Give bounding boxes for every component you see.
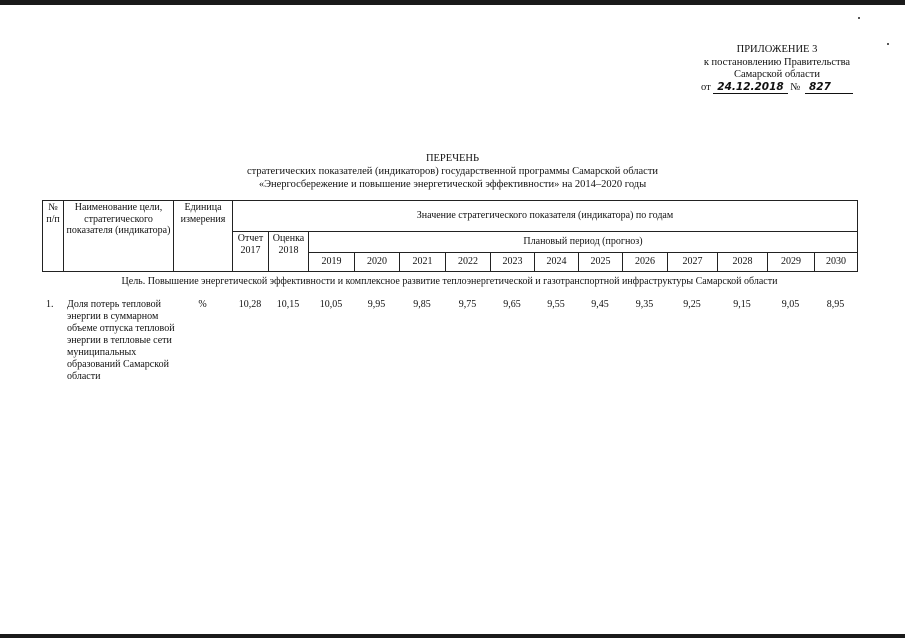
title-subtitle: стратегических показателей (индикаторов) государственной программы Самарской области xyxy=(246,166,659,177)
number-prefix: № xyxy=(790,81,801,93)
row-plan-value: 8,95 xyxy=(826,299,845,310)
row-estimate-2018: 10,15 xyxy=(276,299,300,310)
scan-speck xyxy=(887,43,889,45)
appendix-line-resolution: к постановлению Правительства xyxy=(703,56,851,68)
row-plan-value: 9,55 xyxy=(547,299,565,310)
row-plan-value: 9,05 xyxy=(781,299,800,310)
year-cell: 2026 xyxy=(623,253,668,272)
year-cell: 2023 xyxy=(491,253,535,272)
header-unit: Единица измерения xyxy=(174,201,233,272)
header-estimate-2018: Оценка 2018 xyxy=(269,232,309,272)
row-plan-value: 9,35 xyxy=(635,299,654,310)
appendix-title: ПРИЛОЖЕНИЕ 3 xyxy=(736,44,818,55)
row-unit: % xyxy=(198,299,207,310)
appendix-date-line xyxy=(701,82,853,95)
year-cell: 2021 xyxy=(400,253,446,272)
row-plan-value: 9,25 xyxy=(683,299,701,310)
header-name: Наименование цели, стратегического показателя (индикатора) xyxy=(64,201,174,272)
row-plan-value: 9,65 xyxy=(503,299,521,310)
goal-text: Цель. Повышение энергетической эффективности и комплексное развитие теплоэнергетической и газотранспортной инфраструктуры Самарской области xyxy=(121,276,778,287)
title-heading: ПЕРЕЧЕНЬ xyxy=(425,153,480,164)
indicators-table-header xyxy=(42,200,858,272)
row-report-2017: 10,28 xyxy=(238,299,262,310)
document-title xyxy=(0,152,905,191)
handwritten-date: 24.12.2018 xyxy=(713,82,787,94)
top-border xyxy=(0,0,905,5)
header-plan-period: Плановый период (прогноз) xyxy=(309,232,858,253)
row-indicator-name: Доля потерь тепловой энергии в суммарном объеме отпуска тепловой энергии в тепловые сети муниципальных образований Самарской области xyxy=(67,299,175,382)
year-cell: 2019 xyxy=(309,253,355,272)
year-cell: 2030 xyxy=(815,253,858,272)
year-cell: 2020 xyxy=(355,253,400,272)
row-number: 1. xyxy=(46,299,54,310)
row-plan-value: 9,45 xyxy=(591,299,609,310)
row-plan-value: 9,75 xyxy=(458,299,477,310)
year-cell: 2029 xyxy=(768,253,815,272)
row-plan-value: 9,95 xyxy=(367,299,386,310)
header-num: № п/п xyxy=(43,201,64,272)
handwritten-number: 827 xyxy=(805,82,853,94)
header-values: Значение стратегического показателя (индикатора) по годам xyxy=(233,201,858,232)
appendix-line-region: Самарской области xyxy=(733,69,820,80)
date-prefix: от xyxy=(700,81,711,93)
row-plan-value: 9,15 xyxy=(733,299,751,310)
scan-speck xyxy=(858,17,860,19)
year-cell: 2028 xyxy=(718,253,768,272)
bottom-border xyxy=(0,634,905,638)
header-report-2017: Отчет 2017 xyxy=(233,232,269,272)
year-cell: 2027 xyxy=(668,253,718,272)
appendix-block xyxy=(701,44,853,94)
year-cell: 2025 xyxy=(579,253,623,272)
year-cell: 2024 xyxy=(535,253,579,272)
row-plan-value: 10,05 xyxy=(319,299,343,310)
row-plan-value: 9,85 xyxy=(413,299,431,310)
title-program: «Энергосбережение и повышение энергетической эффективности» на 2014–2020 годы xyxy=(258,179,647,190)
year-cell: 2022 xyxy=(446,253,491,272)
